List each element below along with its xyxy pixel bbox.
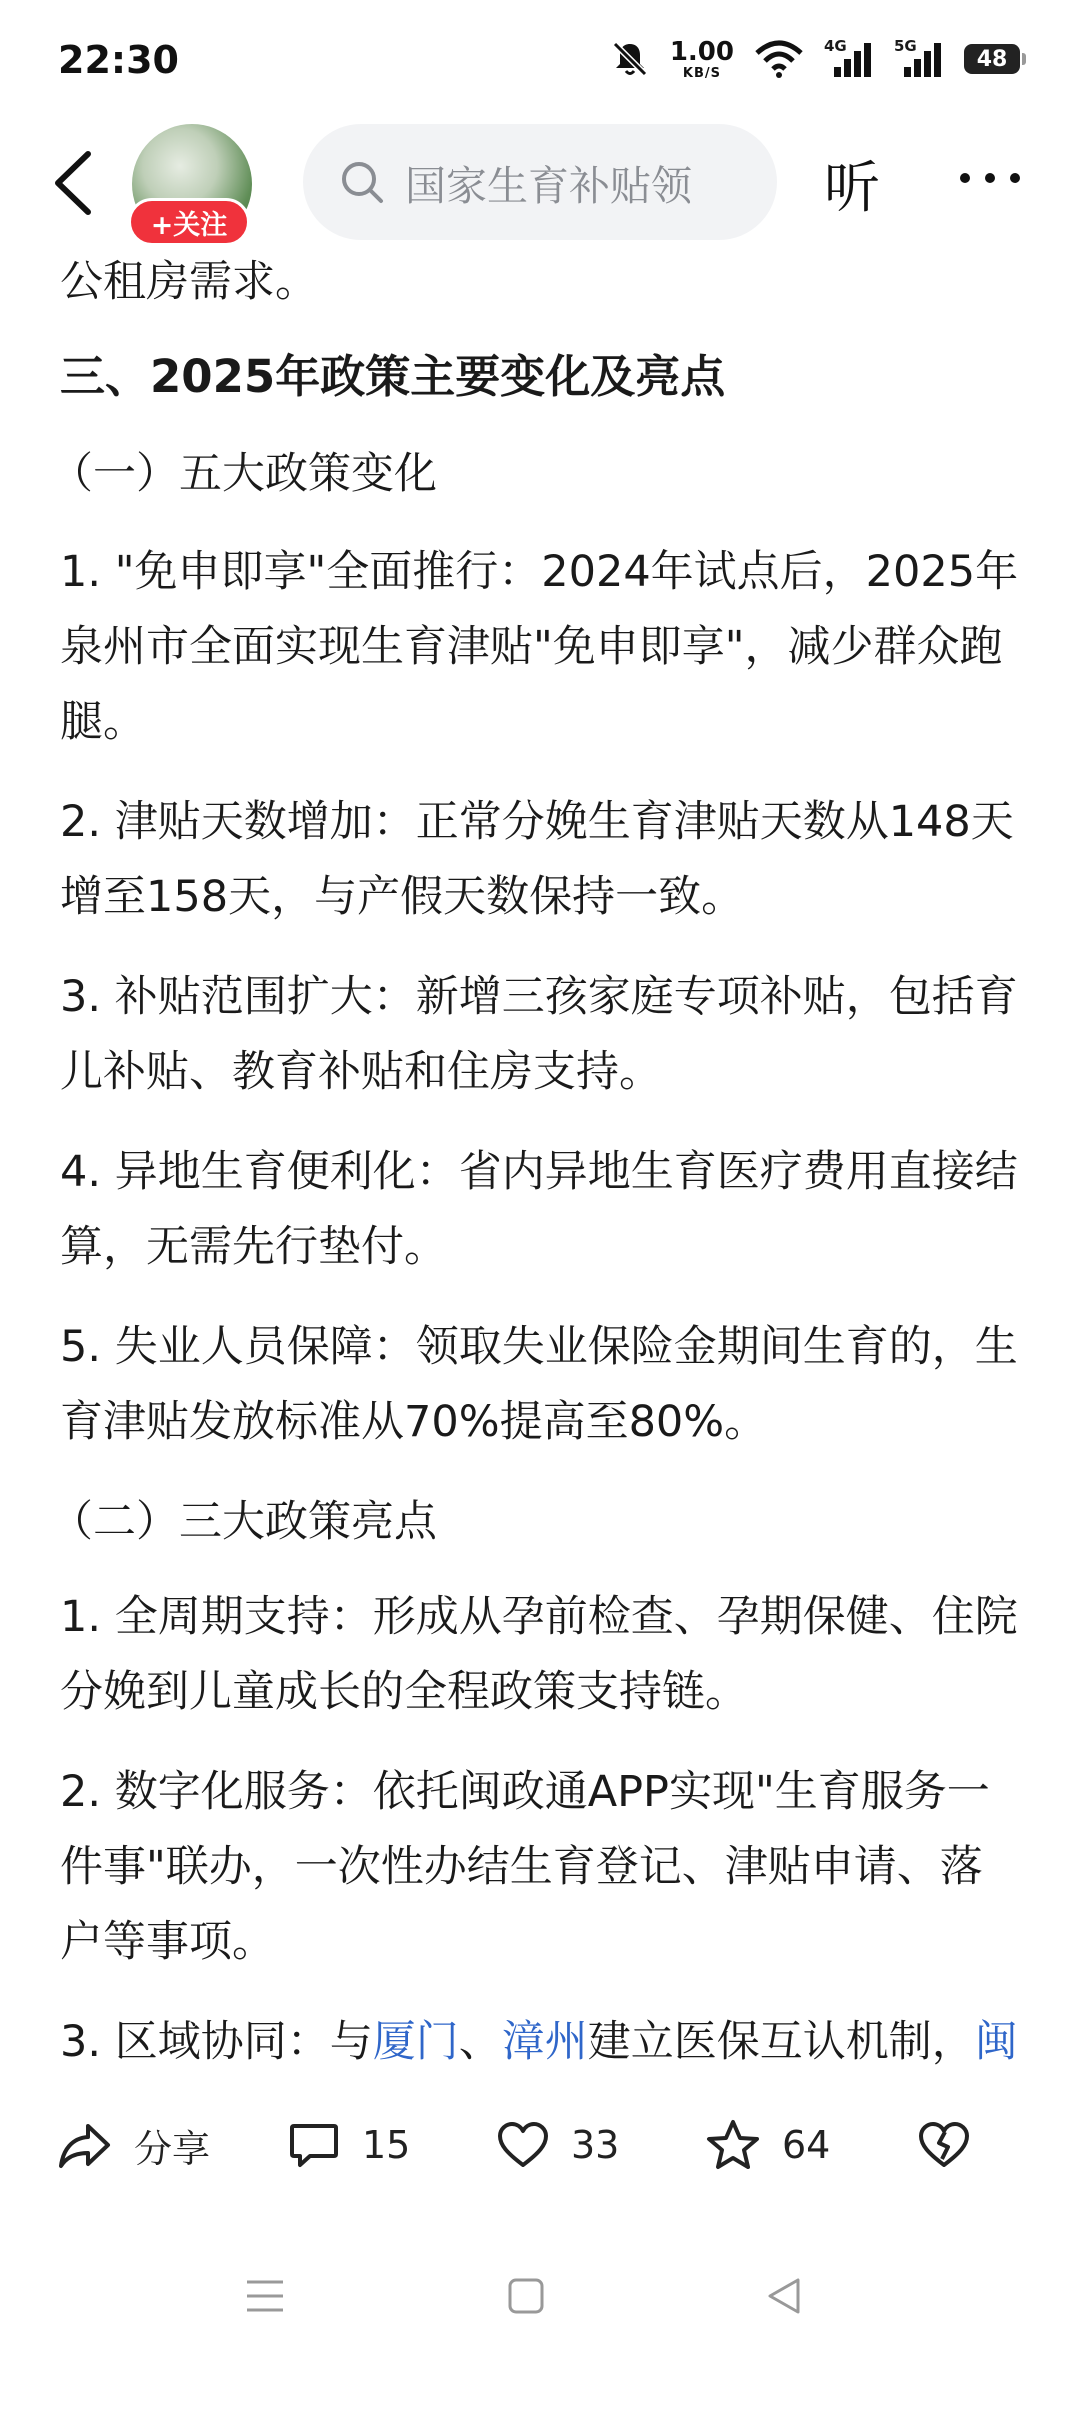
link-minnan[interactable]: 闽 (974, 2017, 1018, 2067)
paragraph (60, 2005, 1020, 2070)
signal-icon (824, 39, 874, 79)
menu-icon[interactable] (244, 2276, 286, 2316)
mute-bell-icon (610, 39, 650, 79)
favorite-count: 64 (782, 2123, 831, 2167)
favorite-button[interactable] (706, 2090, 830, 2200)
listen-button[interactable]: 听 (824, 156, 880, 221)
comment-icon (288, 2120, 340, 2170)
paragraph: 1. 全周期支持：形成从孕前检查、孕期保健、住院分娩到儿童成长的全程政策支持链。 (60, 1592, 1018, 1717)
text-run: 建立医保互认机制， (587, 2017, 975, 2067)
article-body (0, 245, 1080, 2070)
subsection-title: （一）五大政策变化 (50, 449, 437, 499)
paragraph: 3. 补贴范围扩大：新增三孩家庭专项补贴，包括育儿补贴、教育补贴和住房支持。 (60, 972, 1018, 1097)
signal-label-4g: 4G (824, 37, 847, 55)
paragraph: 2. 数字化服务：依托闽政通APP实现"生育服务一件事"联办，一次性办结生育登记、津贴申请、落户等事项。 (60, 1767, 990, 1967)
back-arrow-icon[interactable] (44, 148, 104, 218)
search-text: 国家生育补贴领 (405, 161, 692, 210)
paragraph: 1. "免申即享"全面推行：2024年试点后，2025年泉州市全面实现生育津贴"免申即享"，减少群众跑腿。 (60, 547, 1019, 747)
heart-icon (497, 2121, 549, 2169)
link-zhangzhou[interactable]: 漳州 (501, 2017, 588, 2067)
more-icon[interactable] (955, 158, 1025, 198)
paragraph: 2. 津贴天数增加：正常分娩生育津贴天数从148天增至158天，与产假天数保持一致。 (60, 797, 1014, 922)
subsection-title: （二）三大政策亮点 (50, 1497, 437, 1547)
text-run: 、 (458, 2017, 502, 2067)
comment-count: 15 (362, 2123, 411, 2167)
paragraph: 4. 异地生育便利化：省内异地生育医疗费用直接结算，无需先行垫付。 (60, 1147, 1018, 1272)
search-input[interactable] (303, 124, 777, 240)
signal-label-5g: 5G (894, 37, 917, 55)
like-count: 33 (571, 2123, 620, 2167)
status-time: 22:30 (58, 38, 179, 82)
signal-icon (894, 39, 944, 79)
wifi-icon (754, 39, 804, 79)
link-xiamen[interactable]: 厦门 (372, 2017, 459, 2067)
share-icon (58, 2120, 112, 2170)
battery-icon: 48 (964, 44, 1020, 74)
home-icon[interactable] (506, 2276, 546, 2316)
star-icon (706, 2119, 760, 2171)
network-speed-unit: KB/S (682, 65, 721, 81)
like-button[interactable] (497, 2090, 619, 2200)
broken-heart-icon (918, 2121, 970, 2169)
network-speed (669, 36, 734, 81)
status-bar (0, 0, 1080, 120)
back-triangle-icon[interactable] (764, 2276, 804, 2316)
network-speed-value: 1.00 (669, 36, 734, 67)
share-button[interactable] (58, 2090, 210, 2200)
dislike-button[interactable] (918, 2090, 970, 2200)
text-run: 3. 区域协同：与 (60, 2017, 373, 2067)
share-label: 分享 (134, 2126, 211, 2171)
search-icon (339, 159, 385, 205)
action-bar (0, 2090, 1080, 2200)
system-nav-bar (0, 2240, 1080, 2412)
paragraph: 5. 失业人员保障：领取失业保险金期间生育的，生育津贴发放标准从70%提高至80%。 (60, 1322, 1018, 1447)
comment-button[interactable] (288, 2090, 410, 2200)
status-icons (610, 34, 1020, 84)
section-title: 三、2025年政策主要变化及亮点 (60, 350, 726, 403)
article-header (0, 120, 1080, 250)
paragraph-fragment: 公租房需求。 (60, 257, 318, 307)
follow-button[interactable]: +关注 (128, 198, 250, 246)
